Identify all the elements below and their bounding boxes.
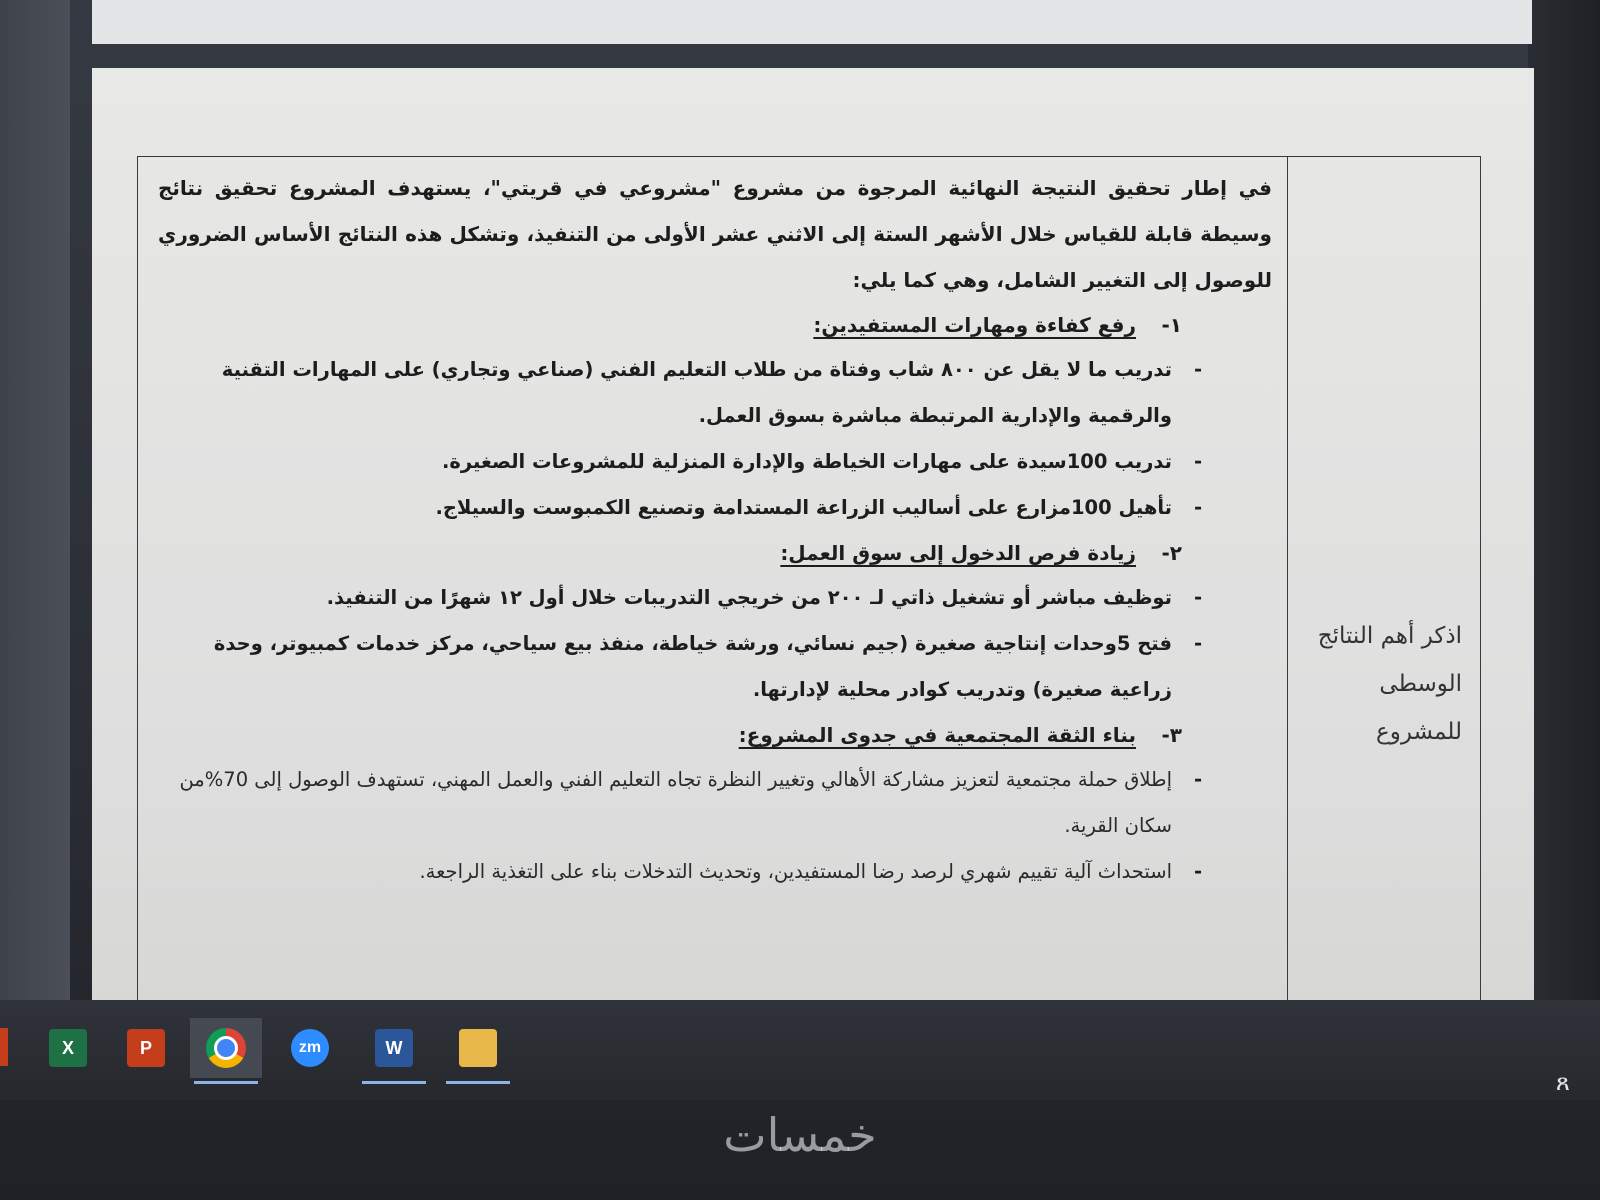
excel-icon: X (49, 1029, 87, 1067)
section-title: رفع كفاءة ومهارات المستفيدين: (813, 313, 1136, 337)
list-item-text: فتح 5وحدات إنتاجية صغيرة (جيم نسائي، ورشة خياطة، منفذ بيع سياحي، مركز خدمات كمبيوتر، وحدة زراعية صغيرة) وتدريب كوادر محلية لإدارتها. (213, 632, 1172, 701)
document-page[interactable] (92, 68, 1534, 1068)
table-label-cell (1287, 157, 1480, 1068)
list-item (158, 621, 1272, 713)
bullet-dash: - (1193, 632, 1203, 655)
taskbar-excel-button[interactable] (32, 1018, 104, 1078)
list-item-text: استحداث آلية تقييم شهري لرصد رضا المستفيدين، وتحديث التدخلات بناء على التغذية الراجعة. (419, 860, 1172, 883)
word-icon: W (375, 1029, 413, 1067)
label-cell-text: اذكر أهم النتائج الوسطى للمشروع (1317, 623, 1462, 745)
list-item-text: تأهيل 100مزارع على أساليب الزراعة المستدامة وتصنيع الكمبوست والسيلاج. (435, 496, 1172, 519)
monitor-bezel-left (0, 0, 70, 1040)
list-item-text: تدريب 100سيدة على مهارات الخياطة والإدارة المنزلية للمشروعات الصغيرة. (441, 450, 1172, 473)
bullet-dash: - (1193, 496, 1203, 519)
bullet-dash: - (1193, 860, 1203, 883)
list-item-text: إطلاق حملة مجتمعية لتعزيز مشاركة الأهالي وتغيير النظرة تجاه التعليم الفني والعمل المهني، تستهدف الوصول إلى 70%من سكان القرية. (179, 768, 1172, 837)
list-item (158, 347, 1272, 439)
chrome-icon (206, 1028, 246, 1068)
section-heading (158, 303, 1272, 347)
list-item (158, 757, 1272, 849)
bullet-dash: - (1193, 586, 1203, 609)
paragraph-spacer (158, 895, 1272, 999)
list-item (158, 439, 1272, 485)
content-body (138, 157, 1286, 1043)
people-icon[interactable]: ጸ (1555, 1068, 1570, 1096)
list-item-text: تدريب ما لا يقل عن ٨٠٠ شاب وفتاة من طلاب التعليم الفني (صناعي وتجاري) على المهارات التقنية والرقمية والإدارية المرتبطة مباشرة بسوق العمل. (221, 358, 1172, 427)
table-content-cell (138, 157, 1286, 1068)
list-item (158, 849, 1272, 895)
section-heading (158, 531, 1272, 575)
bullet-dash: - (1193, 450, 1203, 473)
section-number: ٣- (1161, 723, 1182, 747)
chrome-icon-center (214, 1036, 238, 1060)
list-item-text: توظيف مباشر أو تشغيل ذاتي لـ ٢٠٠ من خريجي التدريبات خلال أول ١٢ شهرًا من التنفيذ. (326, 586, 1172, 609)
bullet-dash: - (1193, 768, 1203, 791)
taskbar-zoom-button[interactable] (274, 1018, 346, 1078)
powerpoint-icon: P (127, 1029, 165, 1067)
section-heading (158, 713, 1272, 757)
intro-paragraph: في إطار تحقيق النتيجة النهائية المرجوة من مشروع "مشروعي في قريتي"، يستهدف المشروع تحقيق نتائج وسيطة قابلة للقياس خلال الأشهر الستة إلى الاثني عشر الأولى من التنفيذ، وتشكل هذه النتائج الأساس الضروري للوصول إلى التغيير الشامل، وهي كما يلي: (158, 176, 1272, 292)
list-item (158, 485, 1272, 531)
previous-page-edge (92, 0, 1532, 44)
running-indicator (446, 1081, 510, 1084)
taskbar-file-explorer-button[interactable] (442, 1018, 514, 1078)
file-explorer-icon (459, 1029, 497, 1067)
zoom-icon: zm (291, 1029, 329, 1067)
document-table (137, 156, 1481, 1068)
section-number: ٢- (1161, 541, 1182, 565)
bullet-dash: - (1193, 358, 1203, 381)
running-indicator (362, 1081, 426, 1084)
taskbar-partial-app-icon[interactable] (0, 1028, 8, 1066)
list-item (158, 575, 1272, 621)
section-number: ١- (1161, 313, 1182, 337)
section-title: بناء الثقة المجتمعية في جدوى المشروع: (738, 723, 1136, 747)
watermark-logo: خمسات (723, 1108, 877, 1162)
taskbar-word-button[interactable] (358, 1018, 430, 1078)
taskbar-powerpoint-button[interactable] (110, 1018, 182, 1078)
active-indicator (194, 1081, 258, 1084)
windows-taskbar (0, 1000, 1600, 1100)
taskbar-chrome-button[interactable] (190, 1018, 262, 1078)
section-title: زيادة فرص الدخول إلى سوق العمل: (780, 541, 1136, 565)
monitor-bezel-right (1528, 0, 1600, 1080)
